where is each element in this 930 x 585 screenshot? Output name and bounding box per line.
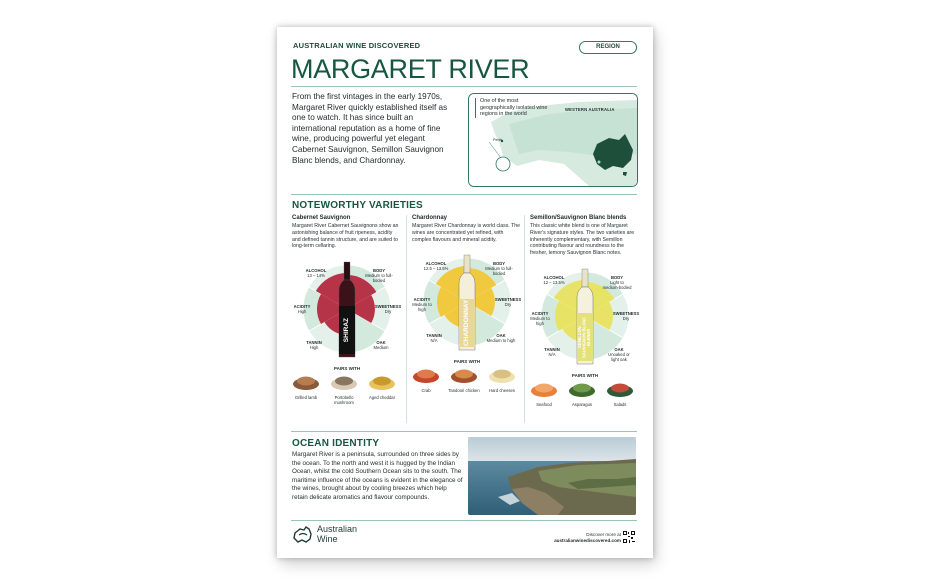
axis-alcohol: ALCOHOL [305,268,327,274]
pairs-with-label: PAIRS WITH [571,372,599,378]
acidity-value: High [297,309,307,315]
axis-sweetness: SWEETNESS [374,304,402,310]
bottle-label-text: SEMILLON SAUVIGNON BLANC BLENDS [577,316,592,358]
acidity-value: Medium to high [530,315,550,326]
region-tag: REGION [579,41,637,54]
discover-more [539,532,621,544]
food-name: Tandoori chicken [448,388,480,394]
food-name: Grilled lamb [294,395,318,401]
logo-line-2: Wine [317,533,338,544]
food-illustration-icon [328,373,360,391]
bottle-label [461,299,473,347]
coastline-photo [468,437,636,515]
body-label [364,268,394,283]
tannin-label [420,333,448,343]
axis-sweetness: SWEETNESS [494,297,522,303]
food-pairing-item [328,373,360,405]
food-illustration-icon [486,366,518,384]
axis-oak: OAK [376,340,386,346]
sweetness-value: Dry [622,315,630,321]
oak-value: Medium to high [486,338,516,344]
bottle-label [341,306,353,354]
food-pairing-item [604,380,636,407]
food-illustration-icon [528,380,560,398]
sweetness-value: Dry [384,309,392,315]
axis-oak: OAK [614,346,624,352]
axis-body: BODY [492,261,506,267]
variety-column-blends [530,215,640,414]
variety-description: This classic white blend is one of Margaret River's signature styles. The two varieties are inherently complementary, with Semillon contributing flavour and roundness to the fresher, lemony Sauvignon Blanc notes. [530,223,635,257]
variety-name: Cabernet Sauvignon [292,215,351,221]
food-illustration-icon [604,380,636,398]
pairs-with-label: PAIRS WITH [333,366,361,372]
title-rule [291,86,637,87]
axis-body: BODY [372,268,386,274]
sweetness-label [494,297,522,307]
variety-name: Semillon/Sauvignon Blanc blends [530,215,627,221]
food-name: Seafood [536,401,552,407]
oak-value: Medium [373,345,389,351]
sweetness-label [612,311,640,321]
axis-sweetness: SWEETNESS [612,310,640,316]
food-name: Crab [421,388,431,394]
region-map [468,93,638,187]
oak-label [604,347,634,362]
food-pairing-item [486,366,518,393]
map-state-label: WESTERN AUSTRALIA [565,107,615,112]
food-pairing-item [410,366,442,393]
acidity-label [526,311,554,326]
tannin-label [300,340,328,350]
axis-acidity: ACIDITY [413,297,431,303]
axis-alcohol: ALCOHOL [543,274,565,280]
intro-paragraph: From the first vintages in the early 1970s, Margaret River quickly established itself as one to watch. It has since built an international reputation as a home of fine wine, producing powerful yet elegant Cabernet Sauvignon, Semillon Sauvignon Blanc blends, and Chardonnay. [292,92,448,165]
section-rule-1 [291,194,637,195]
logo-line-1: Australian [317,524,358,534]
series-kicker: AUSTRALIAN WINE DISCOVERED [293,41,421,50]
food-name: Aged cheddar [368,395,396,401]
alcohol-label [540,275,568,285]
acidity-label [408,297,436,312]
axis-acidity: ACIDITY [531,310,549,316]
oak-label [486,333,516,343]
australian-wine-logo-icon [292,525,314,545]
poster-sheet [277,27,653,558]
oak-value: Unoaked or light oak [608,351,630,362]
logo-wordmark [317,525,357,544]
axis-acidity: ACIDITY [293,304,311,310]
ocean-heading: OCEAN IDENTITY [292,438,380,449]
food-name: Hard cheeses [489,388,515,394]
body-value: Light to medium-bodied [602,279,632,290]
food-name: Portobello mushroom [334,395,354,406]
profile-wheel [412,247,522,357]
acidity-value: Medium to high [412,302,432,313]
food-illustration-icon [410,366,442,384]
body-value: Medium to full-bodied [485,266,513,277]
map-callout: One of the most geographically isolated wine regions in the world [475,98,550,118]
food-pairings [530,380,640,414]
food-illustration-icon [566,380,598,398]
bottle-label-text: SHIRAZ [342,318,350,343]
food-illustration-icon [290,373,322,391]
bottle-label [579,313,591,361]
sweetness-label [374,304,402,314]
qr-code-icon[interactable] [623,530,635,542]
discover-line-1: Discover more at [586,532,621,537]
tannin-value: N/A [430,338,438,344]
tannin-label [538,347,566,357]
food-pairing-item [566,380,598,407]
tannin-value: High [309,345,319,351]
profile-wheel [530,261,640,371]
variety-name: Chardonnay [412,215,448,221]
variety-description: Margaret River Cabernet Sauvignons show an astonishing balance of fruit ripeness, acidity and defined tannin structure, and are suited to long-term cellaring. [292,223,399,250]
food-pairing-item [448,366,480,393]
body-label [602,275,632,290]
food-illustration-icon [366,373,398,391]
food-name: Asparagus [571,401,593,407]
page-title: MARGARET RIVER [291,54,530,84]
axis-body: BODY [610,274,624,280]
variety-column-cabernet [292,215,402,407]
varieties-heading: NOTEWORTHY VARIETIES [292,200,423,211]
body-label [484,261,514,276]
pairs-with-label: PAIRS WITH [453,359,481,365]
acidity-label [288,304,316,314]
axis-tannin: TANNIN [544,346,560,352]
alcohol-value: 13 – 14% [307,273,325,279]
footer-rule [291,520,637,521]
section-rule-2 [291,431,637,432]
food-name: Salads [613,401,627,407]
axis-tannin: TANNIN [306,340,322,346]
map-city-label: Perth [493,138,503,142]
food-pairing-item [290,373,322,400]
food-pairing-item [366,373,398,400]
food-pairings [292,373,402,407]
axis-tannin: TANNIN [426,333,442,339]
food-illustration-icon [448,366,480,384]
alcohol-label [302,268,330,278]
discover-url[interactable]: australianwinediscovered.com [554,538,621,543]
column-divider [524,215,525,423]
tannin-value: N/A [548,351,556,357]
profile-wheel [292,254,402,364]
food-pairing-item [528,380,560,407]
alcohol-value: 12.5 – 13.5% [423,266,449,272]
axis-oak: OAK [496,333,506,339]
food-pairings [412,366,522,400]
axis-alcohol: ALCOHOL [425,261,447,267]
column-divider [406,215,407,423]
body-value: Medium to full-bodied [365,273,393,284]
oak-label [366,340,396,350]
alcohol-value: 12 – 13.5% [543,279,565,285]
bottle-label-text: CHARDONNAY [462,300,470,347]
alcohol-label [422,261,450,271]
variety-column-chardonnay [412,215,522,400]
ocean-paragraph: Margaret River is a peninsula, surrounded on three sides by the ocean. To the north and west it is hugged by the Indian Ocean, whilst the cold Southern Ocean sits to the south. The maritime influence of the oceans is evident in the elegance of the wines, brought about by cooling breezes which help retain delicate aromatics and flavour compounds. [292,451,463,501]
sweetness-value: Dry [504,302,512,308]
variety-description: Margaret River Chardonnay is world class. The wines are concentrated yet refined, with complex flavours and mineral acidity. [412,223,521,243]
